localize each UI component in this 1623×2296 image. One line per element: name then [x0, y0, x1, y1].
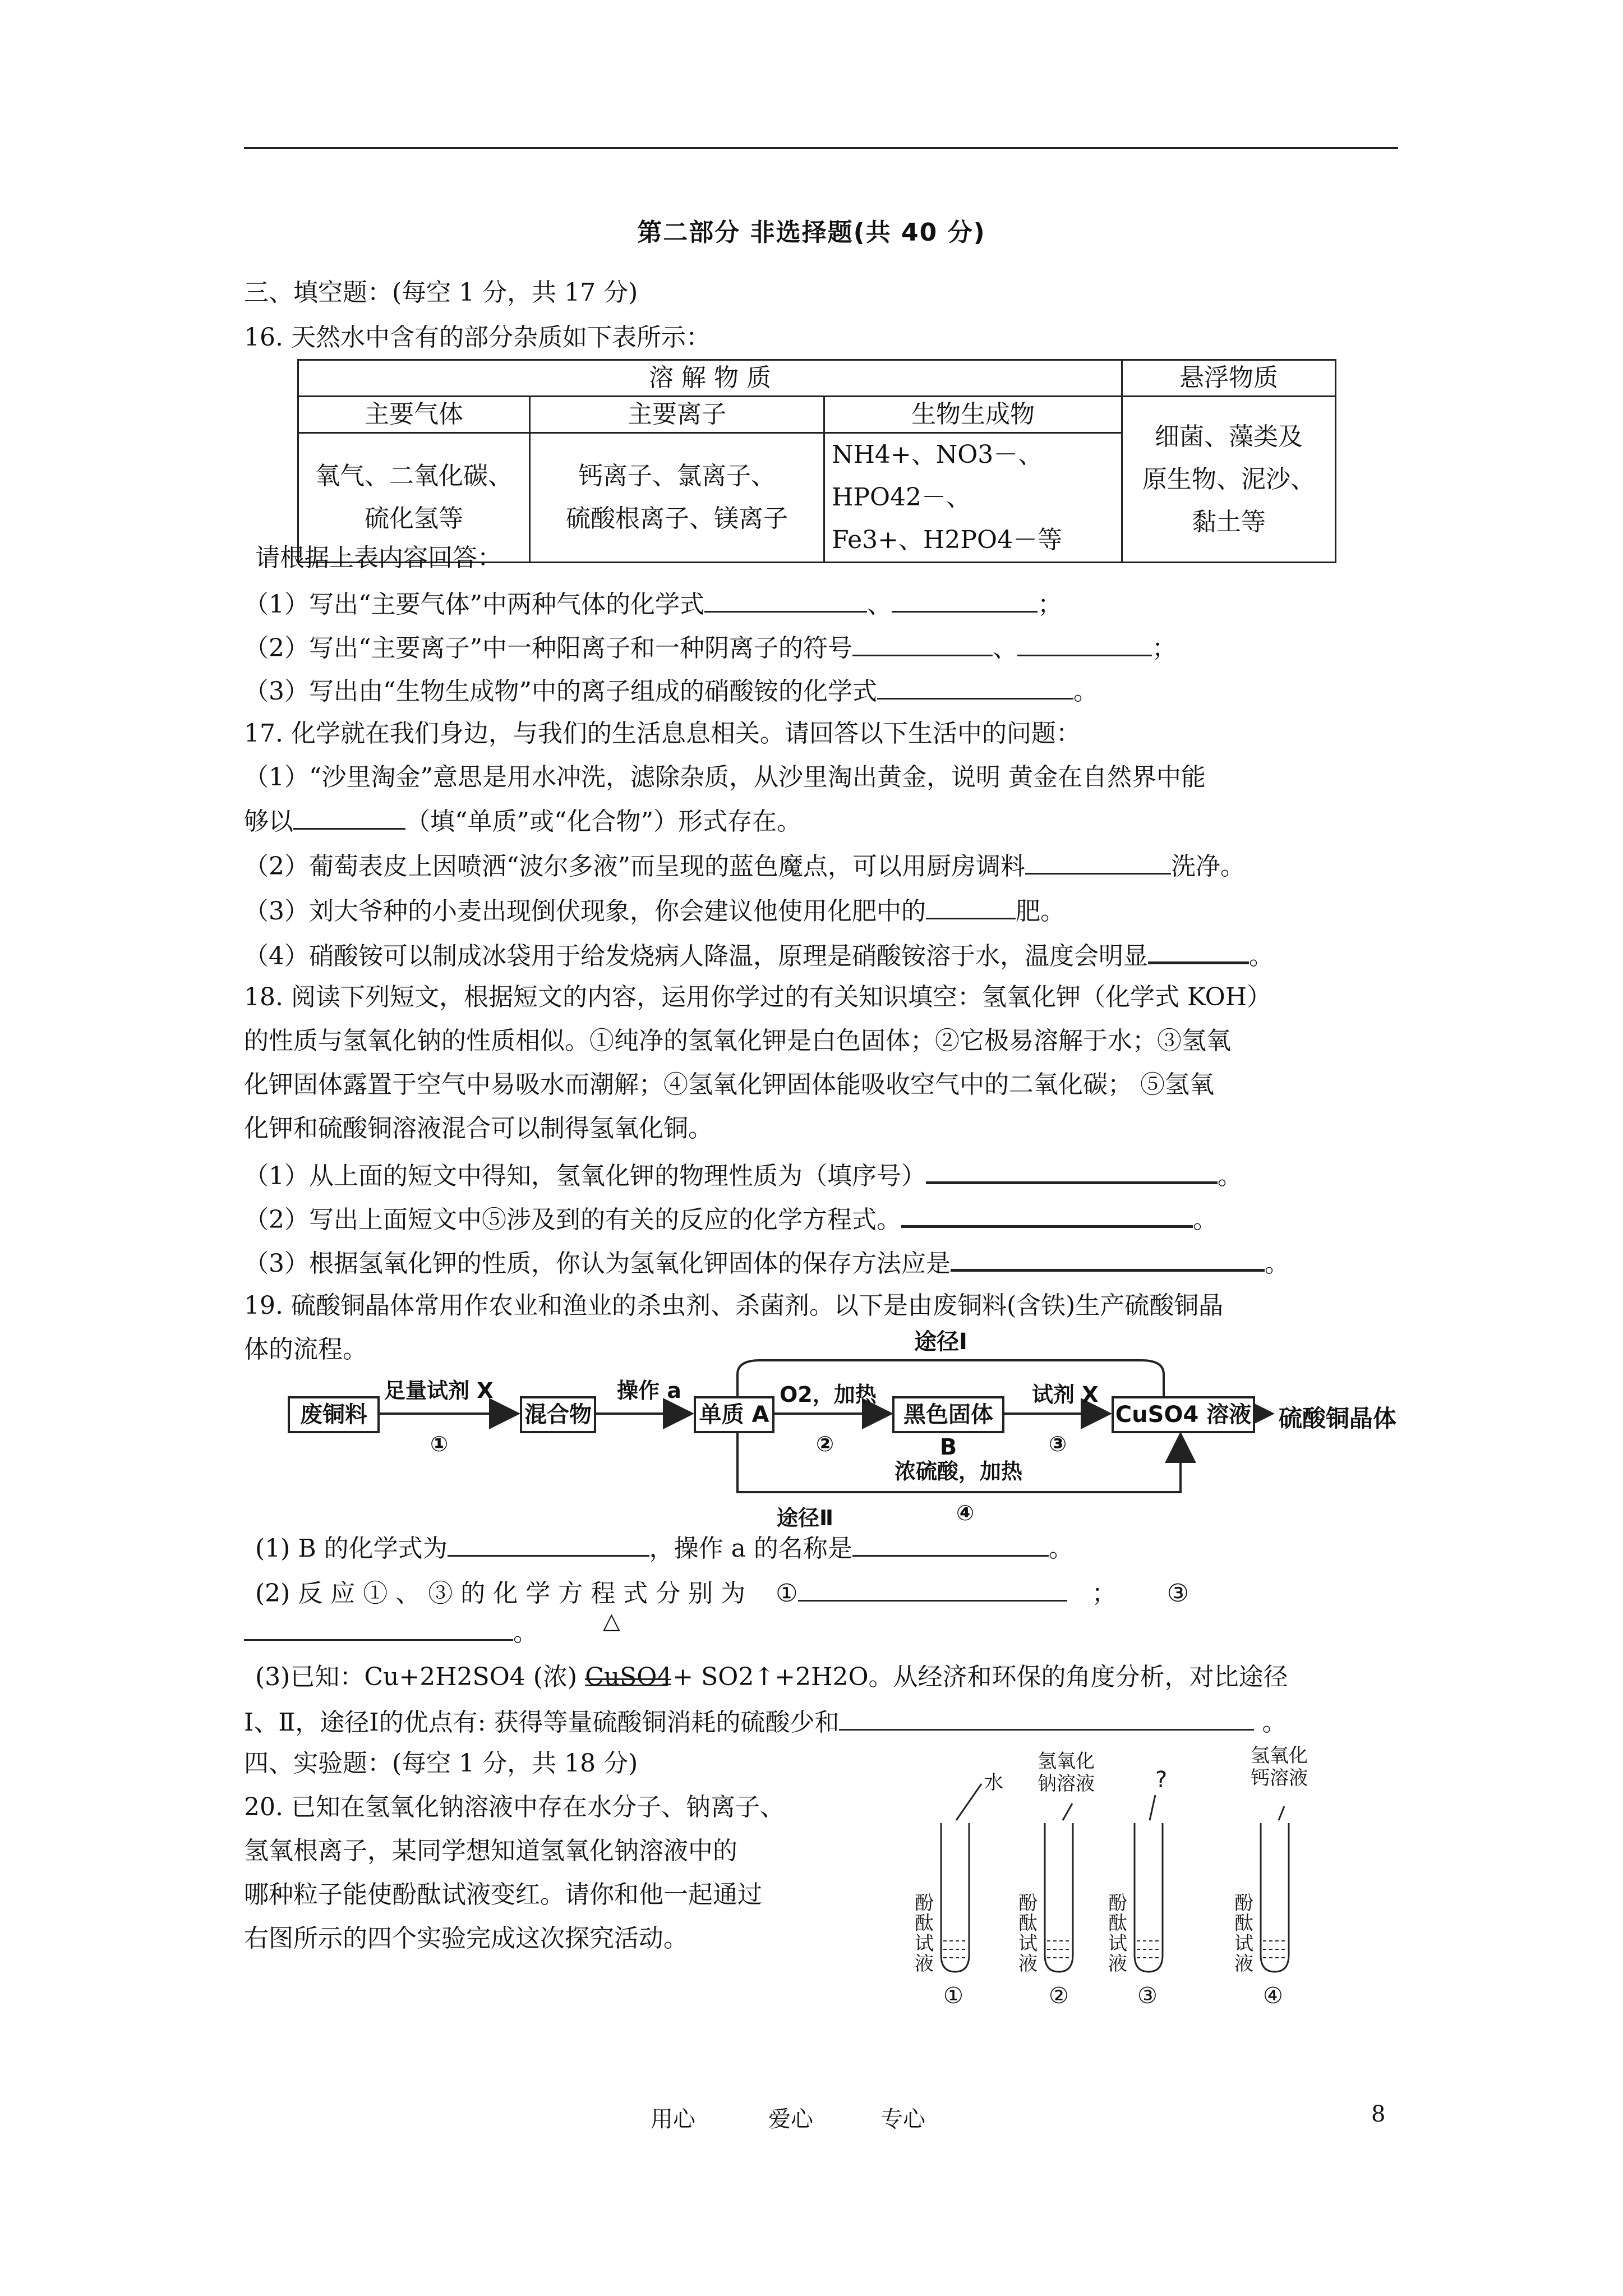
answer-blank[interactable]: [293, 803, 405, 830]
q17-part4: （4）硝酸铵可以制成冰袋用于给发烧病人降温，原理是硝酸铵溶于水，温度会明显 。: [244, 937, 1274, 973]
q20-line1: 20. 已知在氢氧化钠溶液中存在水分子、钠离子、: [244, 1793, 785, 1821]
q17-part1b: [244, 803, 801, 839]
indicator-label-4: 酚酞试液: [1234, 1892, 1253, 1975]
q19-part3: (3)已知：Cu+2H2SO4 (浓) CuSO4+ SO2↑+2H2O。从经济和环保的角度分析，对比途径: [255, 1663, 1288, 1691]
q17-stem: 17. 化学就在我们身边，与我们的生活息息相关。请回答以下生活中的问题：: [244, 719, 1081, 748]
answer-blank[interactable]: [1148, 937, 1249, 964]
answer-blank[interactable]: [852, 630, 993, 656]
box-element-a: 单质 A: [694, 1396, 774, 1433]
q20-line2: 氢氧根离子，某同学想知道氢氧化钠溶液中的: [244, 1837, 737, 1865]
answer-blank[interactable]: [951, 1244, 1265, 1272]
reaction-equals: [585, 1678, 668, 1686]
gas-line: 硫化氢等: [365, 504, 463, 533]
answer-blank[interactable]: [926, 1157, 1218, 1184]
dissolved-header: 溶 解 物 质: [298, 360, 1122, 397]
q17-part1b-pre: 够以: [244, 807, 293, 836]
q20-line4: 右图所示的四个实验完成这次探究活动。: [244, 1924, 688, 1953]
ion-line: 钙离子、氯离子、: [578, 462, 776, 490]
eq1-marker: ①: [776, 1579, 798, 1608]
suspended-line: 黏土等: [1192, 507, 1266, 536]
tube3-label: ?: [1155, 1767, 1168, 1793]
q17-part3-text: （3）刘大爷种的小麦出现倒伏现象，你会建议他使用化肥中的: [244, 897, 926, 926]
q17-part1a: （1）“沙里淘金”意思是用水冲洗，滤除杂质，从沙里淘出黄金，说明 黄金在自然界中能: [244, 763, 1206, 792]
q17-part2: [244, 848, 1245, 884]
q17-part3-post: 肥。: [1016, 897, 1065, 926]
q17-part2-text: （2）葡萄表皮上因喷洒“波尔多液”而呈现的蓝色魔点，可以用厨房调料: [244, 852, 1025, 881]
answer-blank[interactable]: [1025, 848, 1171, 875]
q16-part3-text: （3）写出由“生物生成物”中的离子组成的硝酸铵的化学式: [244, 677, 877, 706]
step3-number: ③: [1049, 1432, 1067, 1456]
indicator-label-2: 酚酞试液: [1018, 1892, 1038, 1975]
q18-part2: （2）写出上面短文中⑤涉及到的有关的反应的化学方程式。 。: [244, 1200, 1218, 1237]
answer-blank[interactable]: [926, 893, 1016, 919]
q16-part3: （3）写出由“生物生成物”中的离子组成的硝酸铵的化学式 。: [244, 673, 1098, 708]
q18-part3-text: （3）根据氢氧化钾的性质，你认为氢氧化钾固体的保存方法应是: [244, 1249, 951, 1278]
answer-blank[interactable]: [839, 1704, 1254, 1731]
part3-heading: 三、填空题：(每空 1 分，共 17 分): [244, 278, 638, 307]
answer-blank[interactable]: [448, 1530, 649, 1557]
route1-label: 途径Ⅰ: [914, 1329, 967, 1355]
tube2-label: 氢氧化钠溶液: [1038, 1750, 1095, 1795]
q19-part2-text: (2) 反 应 ① 、 ③ 的 化 学 方 程 式 分 别 为: [255, 1579, 746, 1608]
page-number: 8: [1371, 2101, 1386, 2127]
step4-label: 浓硫酸，加热: [895, 1459, 1023, 1484]
step2-number: ②: [816, 1432, 834, 1456]
footer-motto-1: 用心: [651, 2106, 695, 2132]
section-title: 第二部分 非选择题(共 40 分): [637, 218, 986, 247]
q19-part1: (1) B 的化学式为 ，操作 a 的名称是 。: [255, 1530, 1073, 1566]
footer-motto-2: 爱心: [768, 2106, 813, 2132]
q19-part2-cont: 。: [244, 1614, 538, 1650]
q16-prompt: 请根据上表内容回答：: [255, 544, 502, 572]
q18-line4: 化钾和硫酸铜溶液混合可以制得氢氧化铜。: [244, 1114, 713, 1143]
tube4-number: ④: [1263, 1983, 1283, 2009]
q18-line3: 化钾固体露置于空气中易吸水而潮解；④氢氧化钾固体能吸收空气中的二氧化碳； ⑤氢氧: [244, 1070, 1214, 1099]
heat-triangle: △: [603, 1608, 620, 1634]
suspended-line: 原生物、泥沙、: [1142, 464, 1315, 494]
part4-heading: 四、实验题：(每空 1 分，共 18 分): [244, 1749, 638, 1778]
q19-line2: 体的流程。: [244, 1335, 367, 1364]
q19-part3b-text: Ⅰ、Ⅱ，途径Ⅰ的优点有: 获得等量硫酸铜消耗的硫酸少和: [244, 1708, 840, 1737]
impurity-table: [297, 359, 1336, 563]
tube1-number: ①: [943, 1983, 963, 2009]
q17-part4-text: （4）硝酸铵可以制成冰袋用于给发烧病人降温，原理是硝酸铵溶于水，温度会明显: [244, 942, 1148, 970]
test-tube-figure: [909, 1745, 1447, 2014]
tube2-number: ②: [1049, 1983, 1069, 2009]
answer-blank[interactable]: [877, 673, 1073, 700]
q20-line3: 哪种粒子能使酚酞试液变红。请你和他一起通过: [244, 1880, 762, 1909]
step1-label: 足量试剂 X: [384, 1378, 494, 1403]
q19-part1-pre: (1) B 的化学式为: [255, 1534, 448, 1563]
q17-part2-post: 洗净。: [1170, 852, 1245, 881]
q18-part3: （3）根据氢氧化钾的性质，你认为氢氧化钾固体的保存方法应是 。: [244, 1244, 1289, 1281]
indicator-label-1: 酚酞试液: [915, 1892, 934, 1975]
box-black-solid-b: 黑色固体 B: [892, 1396, 1004, 1433]
footer-motto-3: 专心: [880, 2106, 925, 2132]
answer-blank[interactable]: [798, 1575, 1067, 1602]
tube4-label: 氢氧化钙溶液: [1251, 1745, 1308, 1789]
box-cuso4-solution: CuSO4 溶液: [1112, 1396, 1255, 1433]
step4-number: ④: [956, 1501, 975, 1525]
answer-blank[interactable]: [901, 1200, 1193, 1228]
tube3-number: ③: [1137, 1983, 1158, 2009]
header-rule: [244, 147, 1398, 149]
answer-blank[interactable]: [892, 586, 1038, 613]
q19-part1-mid: ，操作 a 的名称是: [649, 1534, 852, 1563]
q16-part1-text: （1）写出“主要气体”中两种气体的化学式: [244, 590, 704, 619]
q19-line1: 19. 硫酸铜晶体常用作农业和渔业的杀虫剂、杀菌剂。以下是由废铜料(含铁)生产硫酸铜晶: [244, 1291, 1224, 1320]
col-gas-header: 主要气体: [298, 397, 530, 433]
bio-line: Fe3+、H2PO4－等: [832, 526, 1063, 554]
q16-stem: 16. 天然水中含有的部分杂质如下表所示：: [244, 323, 711, 352]
bio-cell: [824, 433, 1122, 563]
op-a-label: 操作 a: [617, 1378, 681, 1403]
q17-part1b-post: （填“单质”或“化合物”）形式存在。: [405, 807, 801, 836]
suspended-line: 细菌、藻类及: [1155, 422, 1303, 451]
eq3-marker: ③: [1166, 1579, 1189, 1608]
step1-number: ①: [430, 1432, 449, 1456]
ion-line: 硫酸根离子、镁离子: [566, 504, 788, 533]
tube1-label: 水: [984, 1772, 1003, 1794]
indicator-label-3: 酚酞试液: [1108, 1892, 1127, 1975]
q16-part2-text: （2）写出“主要离子”中一种阳离子和一种阴离子的符号: [244, 634, 852, 662]
q16-part2: （2）写出“主要离子”中一种阳离子和一种阴离子的符号 、 ；: [244, 630, 1177, 665]
q17-part3: [244, 893, 1065, 928]
answer-blank[interactable]: [704, 586, 867, 613]
q18-part1: （1）从上面的短文中得知，氢氧化钾的物理性质为（填序号） 。: [244, 1157, 1242, 1193]
q18-line1: 18. 阅读下列短文，根据短文的内容，运用你学过的有关知识填空：氢氧化钾（化学式 KOH）: [244, 983, 1272, 1011]
q18-part1-text: （1）从上面的短文中得知，氢氧化钾的物理性质为（填序号）: [244, 1162, 926, 1190]
q18-part2-text: （2）写出上面短文中⑤涉及到的有关的反应的化学方程式。: [244, 1205, 901, 1234]
answer-blank[interactable]: [1017, 630, 1152, 656]
bio-line: NH4+、NO3－、HPO42－、: [832, 440, 1043, 512]
col-bio-header: 生物生成物: [824, 397, 1122, 433]
suspended-cell: [1122, 397, 1336, 563]
ion-cell: [530, 433, 824, 563]
q18-line2: 的性质与氢氧化钠的性质相似。①纯净的氢氧化钾是白色固体；②它极易溶解于水；③氢氧: [244, 1027, 1231, 1055]
step3-label: 试剂 X: [1032, 1382, 1099, 1407]
box-mixture: 混合物: [520, 1396, 596, 1433]
step2-label: O2，加热: [780, 1382, 877, 1407]
answer-blank[interactable]: [244, 1614, 513, 1641]
gas-line: 氧气、二氧化碳、: [315, 462, 513, 490]
box-waste-copper: 废铜料: [288, 1396, 380, 1433]
col-ion-header: 主要离子: [530, 397, 824, 433]
q19-part2: (2) 反 应 ① 、 ③ 的 化 学 方 程 式 分 别 为 ① ； ③: [255, 1575, 1189, 1611]
q16-part1: （1）写出“主要气体”中两种气体的化学式 、 ；: [244, 586, 1062, 622]
route2-label: 途径Ⅱ: [777, 1506, 834, 1530]
q19-part3b: Ⅰ、Ⅱ，途径Ⅰ的优点有: 获得等量硫酸铜消耗的硫酸少和 。: [244, 1704, 1287, 1740]
product-label: 硫酸铜晶体: [1279, 1405, 1397, 1432]
answer-blank[interactable]: [852, 1530, 1049, 1557]
suspended-header: 悬浮物质: [1122, 360, 1336, 397]
